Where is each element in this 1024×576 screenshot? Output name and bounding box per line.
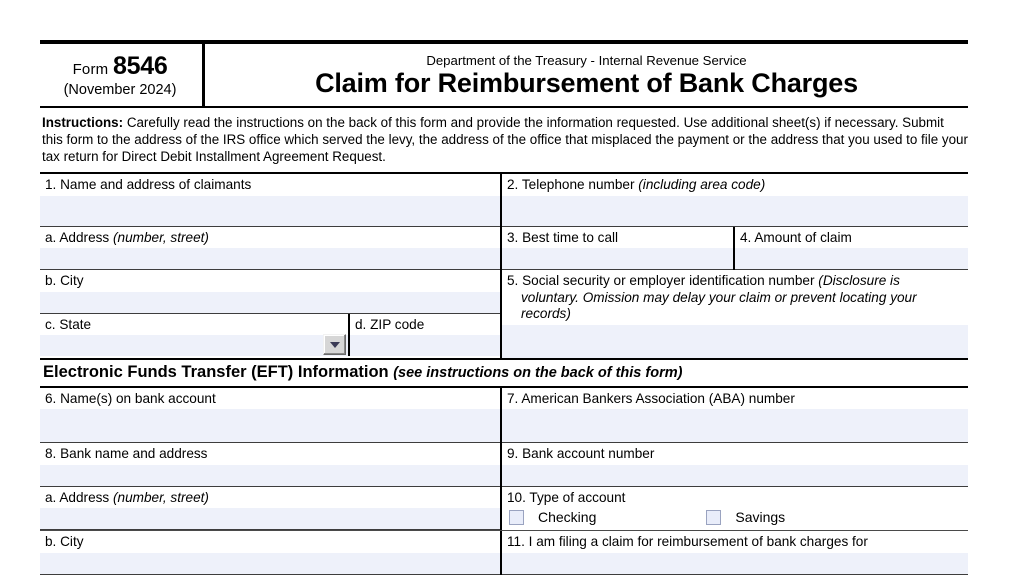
field-3-input[interactable] (502, 248, 733, 270)
field-8-label: 8. Bank name and address (45, 446, 208, 462)
field-1c-1d-row (40, 314, 500, 357)
eft-row-3 (40, 487, 968, 531)
field-1c-label: c. State (45, 316, 92, 332)
field-5-input[interactable] (502, 325, 968, 358)
field-5-label (502, 270, 968, 325)
field-6-account-names-cell (40, 388, 502, 444)
agency-line: Department of the Treasury - Internal Revenue Service (426, 52, 747, 68)
eft-row-1 (40, 388, 968, 444)
field-8a-input[interactable] (40, 508, 500, 530)
form-title-block (205, 44, 968, 106)
checkbox-checking[interactable] (509, 510, 524, 525)
field-1c-input[interactable] (40, 335, 348, 356)
form-word-label: Form (72, 61, 109, 78)
irs-form-8546 (40, 40, 968, 575)
page-title: Claim for Reimbursement of Bank Charges (315, 67, 858, 98)
checkbox-savings[interactable] (706, 510, 721, 525)
field-1d-label: d. ZIP code (355, 316, 425, 332)
grid-row-3 (40, 270, 968, 358)
grid-row-2 (40, 227, 968, 271)
field-8a-address-cell (40, 487, 502, 531)
field-2-label (502, 174, 968, 196)
eft-section-header (40, 360, 968, 386)
field-7-label: 7. American Bankers Association (ABA) number (507, 390, 795, 406)
field-1a-label (40, 227, 500, 249)
field-8b-city-cell (40, 531, 502, 575)
field-10-options (502, 508, 968, 527)
field-2-telephone-cell (502, 174, 968, 227)
chevron-down-icon (330, 342, 340, 348)
field-1a-label-text: a. Address (45, 229, 110, 245)
field-10-label: 10. Type of account (507, 489, 626, 505)
field-4-amount-cell (735, 227, 968, 271)
form-header (40, 44, 968, 106)
field-1b-label: b. City (45, 273, 84, 289)
form-number-line (73, 52, 168, 81)
field-1b-1c-1d-stack (40, 270, 502, 358)
field-1-name-address-cell (40, 174, 502, 227)
field-3-4-row (502, 227, 968, 271)
field-9-input[interactable] (502, 465, 968, 487)
form-revision-date: (November 2024) (63, 82, 177, 98)
field-4-label: 4. Amount of claim (740, 229, 852, 245)
field-8a-label-text: a. Address (45, 489, 110, 505)
field-5-ssn-cell (502, 270, 968, 358)
field-7-input[interactable] (502, 409, 968, 443)
eft-info-grid (40, 388, 968, 575)
eft-section-title: Electronic Funds Transfer (EFT) Information (43, 362, 389, 381)
checkbox-checking-label: Checking (538, 509, 597, 526)
eft-row-2 (40, 443, 968, 487)
field-7-aba-cell (502, 388, 968, 444)
field-8b-label: b. City (45, 534, 84, 550)
field-10-account-type-cell (502, 487, 968, 531)
form-identifier-block (40, 44, 205, 106)
field-1b-input[interactable] (40, 292, 500, 314)
field-6-input[interactable] (40, 409, 500, 443)
field-4-input[interactable] (735, 248, 968, 270)
field-1d-zip-cell (350, 314, 500, 357)
grid-row-1 (40, 174, 968, 227)
eft-row-4 (40, 531, 968, 575)
field-1-label: 1. Name and address of claimants (45, 177, 252, 193)
field-1a-label-hint: (number, street) (113, 229, 209, 245)
field-5-label-hint-3: records) (521, 306, 571, 322)
field-9-label: 9. Bank account number (507, 446, 655, 462)
field-8-input[interactable] (40, 465, 500, 487)
instructions-paragraph (40, 108, 968, 172)
field-11-label: 11. I am filing a claim for reimbursement of bank charges for (507, 534, 868, 550)
instructions-label: Instructions: (42, 115, 124, 130)
field-1d-input[interactable] (350, 335, 500, 356)
field-8a-label (40, 487, 500, 509)
field-11-input[interactable] (502, 553, 968, 575)
field-6-label: 6. Name(s) on bank account (45, 390, 216, 406)
field-5-label-text: 5. Social security or employer identification number (507, 273, 815, 289)
field-3-best-time-cell (502, 227, 735, 271)
field-1a-input[interactable] (40, 248, 500, 270)
field-2-label-text: 2. Telephone number (507, 177, 635, 193)
form-number: 8546 (113, 52, 168, 80)
field-2-input[interactable] (502, 196, 968, 227)
state-dropdown-button[interactable] (323, 334, 346, 355)
checkbox-savings-label: Savings (735, 509, 786, 526)
field-1a-address-cell (40, 227, 502, 271)
field-1c-state-cell (40, 314, 350, 357)
eft-section-note: (see instructions on the back of this form) (393, 364, 683, 381)
field-5-label-hint-1: (Disclosure is (818, 273, 900, 289)
field-11-claim-reason-cell (502, 531, 968, 575)
field-1-input[interactable] (40, 196, 500, 227)
field-2-label-hint: (including area code) (638, 177, 766, 193)
instructions-body: Carefully read the instructions on the back of this form and provide the information requested. Use additional sheet(s) if necessary. Submit this form to the address of the IRS office which served the levy, the address of the office that misplaced the payment or the address that you used to file your tax return for Direct Debit Installment Agreement Request. (42, 115, 968, 165)
field-9-account-number-cell (502, 443, 968, 487)
field-8b-input[interactable] (40, 553, 500, 575)
claimant-info-grid (40, 174, 968, 358)
field-1b-city-cell (40, 270, 500, 314)
field-8-bank-name-address-cell (40, 443, 502, 487)
field-3-label: 3. Best time to call (507, 229, 619, 245)
field-5-label-hint-2: voluntary. Omission may delay your claim or prevent locating your (521, 289, 917, 305)
field-8a-label-hint: (number, street) (113, 489, 209, 505)
